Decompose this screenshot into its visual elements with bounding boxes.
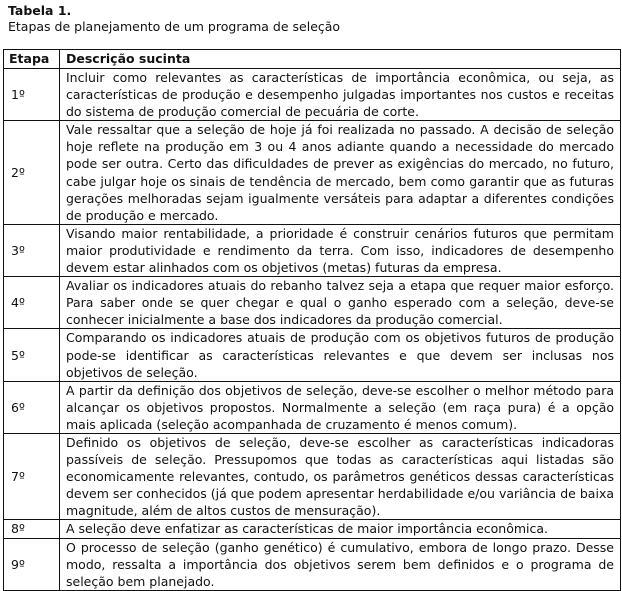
description-cell: O processo de seleção (ganho genético) é cumulativo, embora de longo prazo. Desse modo, ressalta a importância dos objetivos serem bem definidos e o programa de seleção bem planejado.	[60, 538, 621, 590]
description-cell: Comparando os indicadores atuais de produção com os objetivos futuros de produção pode-se identificar as características relevantes e que devem ser inclusas nos objetivos de seleção.	[60, 329, 621, 381]
description-cell: Vale ressaltar que a seleção de hoje já foi realizada no passado. A decisão de seleção hoje reflete na produção em 3 ou 4 anos adiante quando a necessidade do mercado pode ser outra. Certo das dificuldades de prever as exigências do mercado, no futuro, cabe julgar hoje os sinais de tendência de mercado, bem como garantir que as futuras gerações melhoradas sejam igualmente versáteis para adaptar a diferentes condições de produção e mercado.	[60, 121, 621, 225]
table-row	[4, 538, 621, 590]
table-row	[4, 381, 621, 433]
table-row	[4, 121, 621, 225]
planning-steps-table	[3, 49, 621, 591]
description-cell: A seleção deve enfatizar as características de maior importância econômica.	[60, 520, 621, 538]
column-header-step: Etapa	[4, 50, 60, 69]
table-row	[4, 433, 621, 519]
description-cell: Definido os objetivos de seleção, deve-se escolher as características indicadoras passíveis de seleção. Pressupomos que todas as características aqui listadas são economicamente relevantes, contudo, os parâmetros genéticos dessas características devem ser conhecidos (já que podem apresentar herdabilidade e/ou variância de baixa magnitude, além de altos custos de mensuração).	[60, 433, 621, 519]
step-cell: 1º	[4, 69, 60, 121]
step-cell: 4º	[4, 277, 60, 329]
step-cell: 2º	[4, 121, 60, 225]
table-row	[4, 69, 621, 121]
description-cell: Incluir como relevantes as características de importância econômica, ou seja, as características de produção e desempenho julgadas importantes nos custos e receitas do sistema de produção comercial de pecuária de corte.	[60, 69, 621, 121]
table-row	[4, 520, 621, 538]
step-cell: 8º	[4, 520, 60, 538]
step-cell: 6º	[4, 381, 60, 433]
step-cell: 7º	[4, 433, 60, 519]
table-row	[4, 224, 621, 276]
step-cell: 5º	[4, 329, 60, 381]
table-caption	[8, 3, 340, 35]
step-cell: 3º	[4, 224, 60, 276]
table-row	[4, 329, 621, 381]
table-title: Etapas de planejamento de um programa de seleção	[8, 19, 341, 34]
table-header-row	[4, 50, 621, 69]
table-row	[4, 277, 621, 329]
description-cell: Visando maior rentabilidade, a prioridade é construir cenários futuros que permitam maior produtividade e rendimento da terra. Com isso, indicadores de desempenho devem estar alinhados com os objetivos (metas) futuras da empresa.	[60, 224, 621, 276]
description-cell: A partir da definição dos objetivos de seleção, deve-se escolher o melhor método para alcançar os objetivos propostos. Normalmente a seleção (em raça pura) é a opção mais aplicada (seleção acompanhada de cruzamento é menos comum).	[60, 381, 621, 433]
table-number: Tabela 1.	[8, 3, 72, 18]
step-cell: 9º	[4, 538, 60, 590]
description-cell: Avaliar os indicadores atuais do rebanho talvez seja a etapa que requer maior esforço. Para saber onde se quer chegar e qual o ganho esperado com a seleção, deve-se conhecer inicialmente a base dos indicadores da produção comercial.	[60, 277, 621, 329]
column-header-description: Descrição sucinta	[60, 50, 621, 69]
